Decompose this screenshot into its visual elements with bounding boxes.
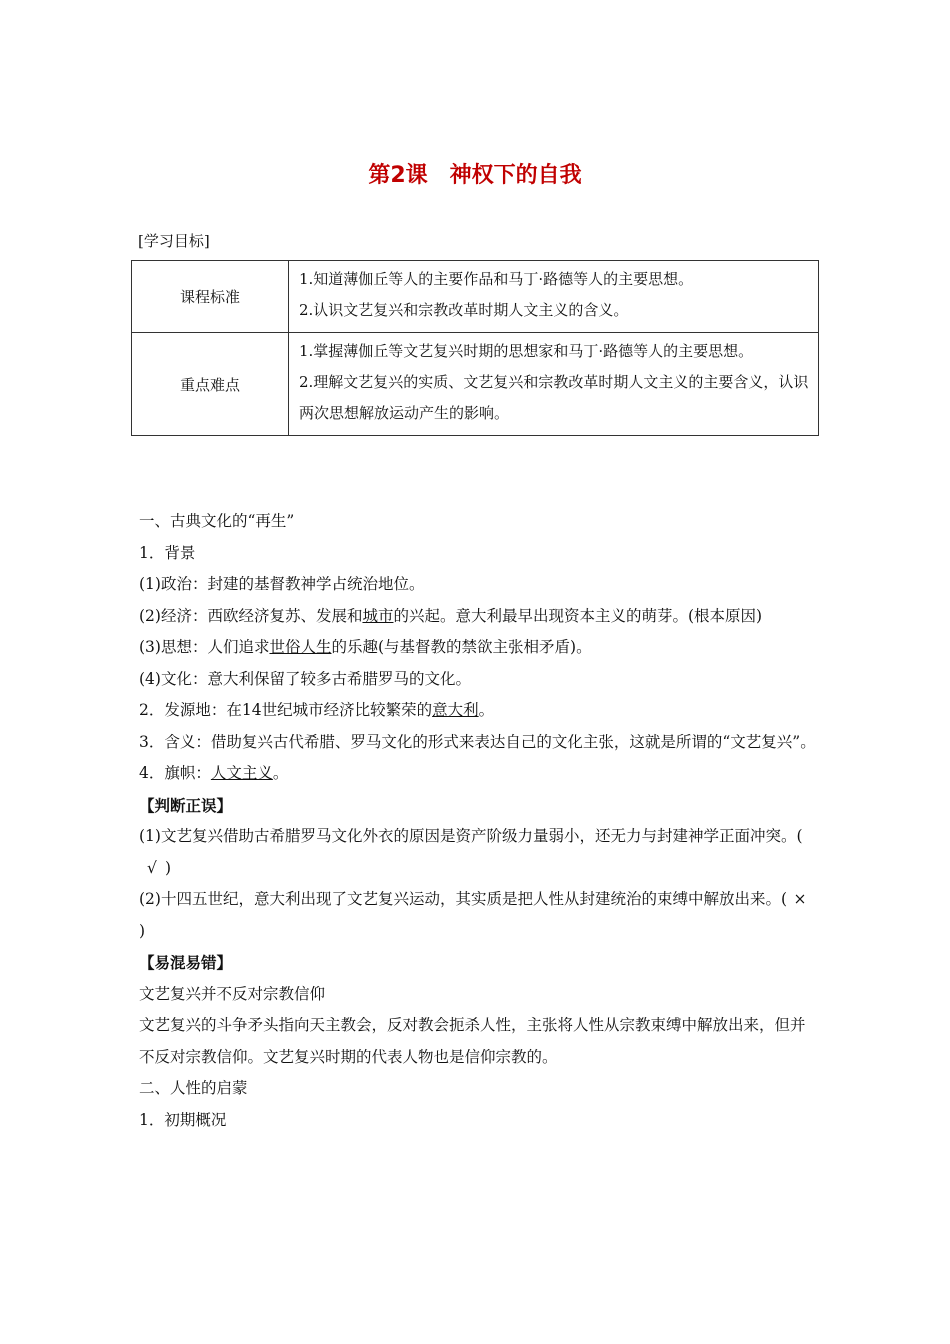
text: 的兴起。意大利最早出现资本主义的萌芽。(根本原因) bbox=[393, 606, 763, 625]
paragraph bbox=[139, 758, 819, 790]
judge-item bbox=[139, 884, 819, 947]
section-heading: 二、人性的启蒙 bbox=[139, 1079, 248, 1097]
text: 。 bbox=[272, 764, 289, 782]
key-point-line: 2.理解文艺复兴的实质、文艺复兴和宗教改革时期人文主义的主要含义，认识两次思想解放运动产生的影响。 bbox=[299, 373, 809, 422]
text: (3)思想：人们追求 bbox=[139, 638, 270, 656]
underlined-answer: 城市 bbox=[362, 606, 394, 625]
key-point-line: 1.掌握薄伽丘等文艺复兴时期的思想家和马丁·路德等人的主要思想。 bbox=[299, 342, 754, 360]
underlined-answer: 人文主义 bbox=[210, 764, 273, 782]
paragraph bbox=[139, 632, 819, 664]
lesson-content bbox=[139, 506, 819, 1136]
underlined-answer: 世俗人生 bbox=[269, 638, 332, 656]
text: (2)十四五世纪，意大利出现了文艺复兴运动，其实质是把人性从封建统治的束缚中解放出来。( bbox=[139, 890, 788, 908]
paragraph: 3．含义：借助复兴古代希腊、罗马文化的形式来表达自己的文化主张，这就是所谓的“文艺复兴”。 bbox=[139, 732, 816, 751]
paragraph bbox=[139, 695, 819, 727]
curriculum-cell bbox=[289, 261, 819, 333]
paragraph: 文艺复兴的斗争矛头指向天主教会，反对教会扼杀人性，主张将人性从宗教束缚中解放出来，但并不反对宗教信仰。文艺复兴时期的代表人物也是信仰宗教的。 bbox=[139, 1016, 806, 1066]
text: ) bbox=[165, 858, 172, 877]
learning-goals-label: [学习目标] bbox=[138, 232, 210, 250]
table-row bbox=[132, 333, 819, 436]
paragraph: 文艺复兴并不反对宗教信仰 bbox=[139, 984, 326, 1003]
key-points-cell bbox=[289, 333, 819, 436]
paragraph bbox=[139, 601, 819, 633]
row-header-curriculum: 课程标准 bbox=[132, 261, 289, 333]
learning-goals-table bbox=[131, 260, 819, 436]
check-mark: √ bbox=[147, 858, 157, 877]
text: 4．旗帜： bbox=[139, 764, 211, 782]
text: 。 bbox=[478, 701, 495, 719]
paragraph: (4)文化：意大利保留了较多古希腊罗马的文化。 bbox=[139, 669, 471, 688]
underlined-answer: 意大利 bbox=[432, 701, 479, 719]
text: ) bbox=[139, 921, 146, 940]
judge-heading: 【判断正误】 bbox=[139, 795, 233, 815]
curriculum-line: 2.认识文艺复兴和宗教改革时期人文主义的含义。 bbox=[299, 301, 629, 319]
text: 的乐趣(与基督教的禁欲主张相矛盾)。 bbox=[331, 638, 592, 656]
table-row bbox=[132, 261, 819, 333]
section-heading: 一、古典文化的“再生” bbox=[139, 512, 295, 530]
sub-heading: 1．背景 bbox=[139, 543, 196, 562]
text: (1)文艺复兴借助古希腊罗马文化外衣的原因是资产阶级力量弱小，还无力与封建神学正面冲突。( bbox=[139, 827, 803, 845]
sub-heading: 1．初期概况 bbox=[139, 1110, 227, 1129]
text: (2)经济：西欧经济复苏、发展和 bbox=[139, 606, 363, 625]
row-header-key-points: 重点难点 bbox=[132, 333, 289, 436]
judge-item bbox=[139, 821, 819, 884]
text: 2．发源地：在14世纪城市经济比较繁荣的 bbox=[139, 701, 433, 719]
paragraph: (1)政治：封建的基督教神学占统治地位。 bbox=[139, 575, 425, 593]
cross-mark: × bbox=[793, 890, 807, 908]
curriculum-line: 1.知道薄伽丘等人的主要作品和马丁·路德等人的主要思想。 bbox=[299, 270, 694, 288]
lesson-title: 第2课 神权下的自我 bbox=[368, 163, 582, 188]
confuse-heading: 【易混易错】 bbox=[139, 953, 233, 972]
